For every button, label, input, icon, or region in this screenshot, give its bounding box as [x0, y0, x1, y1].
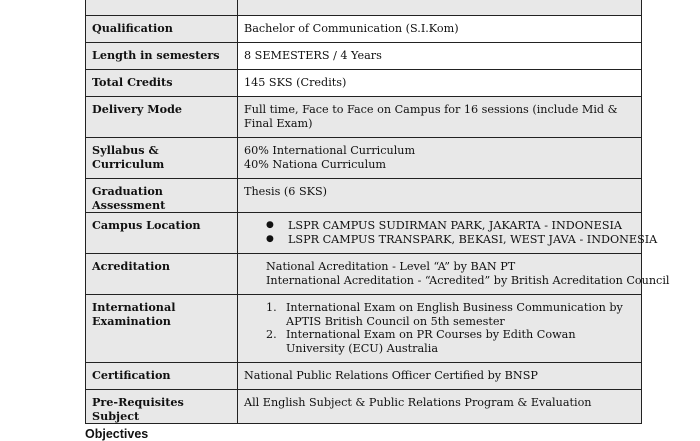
row-value-empty [238, 0, 642, 16]
list-item: ● LSPR CAMPUS TRANSPARK, BEKASI, WEST JAVA - INDONESIA [266, 233, 635, 247]
label-line: International [92, 300, 176, 314]
table-row-qualification [86, 16, 642, 43]
row-label: Certification [86, 363, 238, 390]
row-value: Full time, Face to Face on Campus for 16 sessions (include Mid & Final Exam) [238, 97, 642, 138]
table-row-certification [86, 363, 642, 390]
row-value: 145 SKS (Credits) [238, 70, 642, 97]
row-label: Length in semesters [86, 43, 238, 70]
row-label: Pre-Requisites Subject [86, 390, 238, 424]
row-label: Acreditation [86, 254, 238, 295]
value-line: International Acreditation - “Acredited” by British Acreditation Council [266, 273, 670, 287]
row-value: 8 SEMESTERS / 4 Years [238, 43, 642, 70]
list-item: ● LSPR CAMPUS SUDIRMAN PARK, JAKARTA - INDONESIA [266, 219, 635, 233]
row-value [238, 295, 642, 363]
table-row-campus [86, 213, 642, 254]
list-number: 2. [266, 328, 277, 341]
table-row-syllabus [86, 138, 642, 179]
row-value: Bachelor of Communication (S.I.Kom) [238, 16, 642, 43]
list-number: 1. [266, 301, 277, 314]
campus-list [244, 219, 658, 246]
row-value [238, 138, 642, 179]
list-text: International Exam on English Business Communication by APTIS British Council on 5th semester [286, 301, 623, 328]
row-label: Qualification [86, 16, 238, 43]
label-line: Examination [92, 313, 171, 328]
table-row-acreditation [86, 254, 642, 295]
row-label: Campus Location [86, 213, 238, 254]
row-label [86, 295, 238, 363]
exam-list [244, 301, 635, 355]
table-row-length [86, 43, 642, 70]
row-value [238, 213, 658, 254]
row-value: National Public Relations Officer Certified by BNSP [238, 363, 642, 390]
table-row-graduation [86, 179, 642, 213]
program-info-table [85, 0, 670, 424]
value-line: 40% Nationa Curriculum [244, 157, 387, 171]
list-item [266, 328, 635, 355]
row-label: Total Credits [86, 70, 238, 97]
table-row-credits [86, 70, 642, 97]
row-label: Delivery Mode [86, 97, 238, 138]
table-row-delivery [86, 97, 642, 138]
row-value: All English Subject & Public Relations Program & Evaluation [238, 390, 642, 424]
row-label-empty [86, 0, 238, 16]
list-text: International Exam on PR Courses by Edith Cowan University (ECU) Australia [286, 328, 576, 355]
value-line: National Acreditation - Level “A” by BAN PT [266, 260, 516, 273]
value-line: 60% International Curriculum [244, 144, 416, 157]
table-row-international-exam [86, 295, 642, 363]
table-row-prerequisites [86, 390, 642, 424]
objectives-heading: Objectives [85, 427, 149, 441]
table-row-top [86, 0, 642, 16]
row-value [238, 254, 670, 295]
row-label: Graduation Assessment [86, 179, 238, 213]
list-item [266, 301, 635, 328]
row-label: Syllabus & Curriculum [86, 138, 238, 179]
row-value: Thesis (6 SKS) [238, 179, 642, 213]
